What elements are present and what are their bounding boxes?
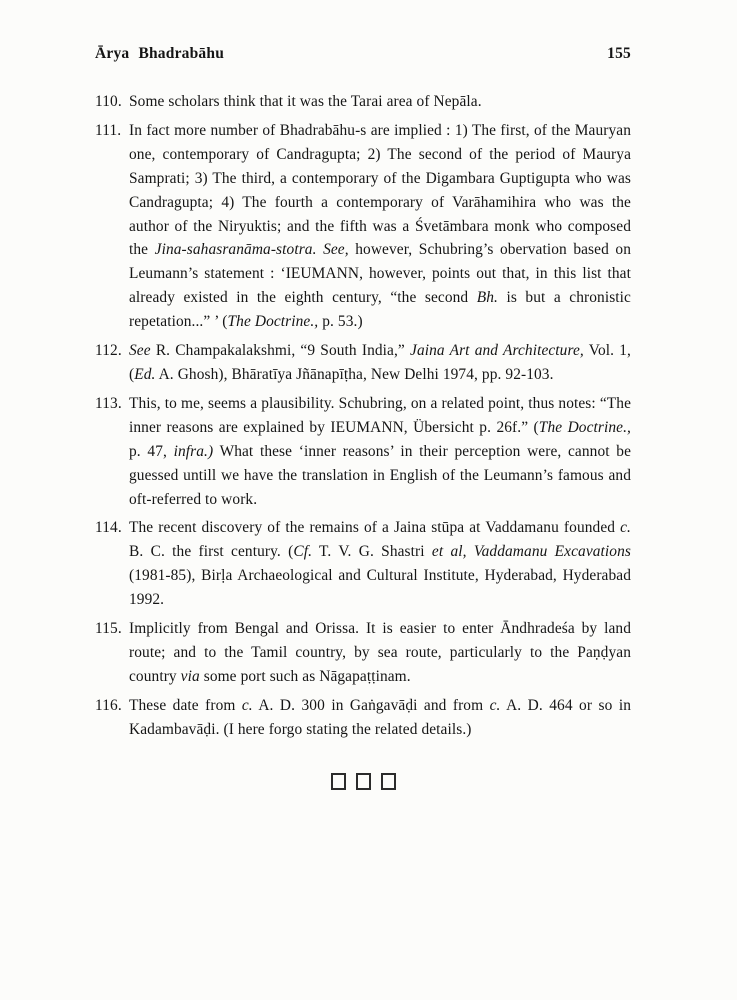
page-number: 155 xyxy=(607,45,631,62)
note-text: Some scholars think that it was the Tarai area of Nepāla. xyxy=(129,93,482,110)
running-head xyxy=(95,45,631,63)
note-item-110 xyxy=(95,90,631,114)
note-item-114 xyxy=(95,516,631,612)
note-text: This, to me, seems a plausibility. Schubring, on a related point, thus notes: “The inner reasons are explained by IEUMANN, Übersicht p. 26f.” (The Doctrine., p. 47, infra.) What these ‘inner reasons’ in their perception were, cannot be guessed untill we have the translation in English of the Leumann’s famous and oft-referred to work. xyxy=(129,394,631,508)
note-text: Implicitly from Bengal and Orissa. It is easier to enter Āndhradeśa by land route; and to the Tamil country, by sea route, particularly to the Paṇḍyan country via some port such as Nāgapaṭṭinam. xyxy=(129,620,631,685)
note-number: 111. xyxy=(95,121,122,139)
note-item-111 xyxy=(95,119,631,334)
note-number: 112. xyxy=(95,342,122,360)
note-item-113 xyxy=(95,392,631,512)
note-text: The recent discovery of the remains of a Jaina stūpa at Vaddamanu founded c. B. C. the first century. (Cf. T. V. G. Shastri et al, Vaddamanu Excavations (1981-85), Birḷa Archaeological and Cultural Institute, Hyderabad, Hyderabad 1992. xyxy=(129,519,631,609)
note-item-115 xyxy=(95,617,631,689)
note-number: 110. xyxy=(95,93,122,110)
square-icon xyxy=(331,773,346,790)
note-item-112 xyxy=(95,339,631,387)
note-number: 114. xyxy=(95,519,122,537)
end-ornament xyxy=(95,773,631,790)
note-number: 115. xyxy=(95,620,122,638)
note-number: 113. xyxy=(95,394,122,412)
note-item-116 xyxy=(95,694,631,742)
note-text: In fact more number of Bhadrabāhu-s are implied : 1) The first, of the Mauryan one, contemporary of Candragupta; 2) The second of the period of Maurya Samprati; 3) The third, a contemporary of the Digambara Guptigupta who was Candragupta; 4) The fourth a contemporary of Varāhamihira who was the author of the Niryuktis; and the fifth was a Śvetāmbara monk who composed the Jina-sahasranāma-stotra. See, however, Schubring’s obervation based on Leumann’s statement : ‘IEUMANN, however, points out that, in this list that already existed in the eighth century, “the second Bh. is but a chronistic repetation...” ’ (The Doctrine., p. 53.) xyxy=(129,121,632,331)
running-head-title: Ārya Bhadrabāhu xyxy=(95,45,225,62)
square-icon xyxy=(381,773,396,790)
endnotes-list xyxy=(95,90,631,742)
note-text: See R. Champakalakshmi, “9 South India,” Jaina Art and Architecture, Vol. 1, (Ed. A. Ghosh), Bhāratīya Jñānapīṭha, New Delhi 1974, pp. 92-103. xyxy=(129,342,631,383)
book-page xyxy=(95,45,631,790)
note-text: These date from c. A. D. 300 in Gaṅgavāḍi and from c. A. D. 464 or so in Kadambavāḍi. (I here forgo stating the related details.) xyxy=(129,696,631,738)
square-icon xyxy=(356,773,371,790)
note-number: 116. xyxy=(95,696,122,714)
